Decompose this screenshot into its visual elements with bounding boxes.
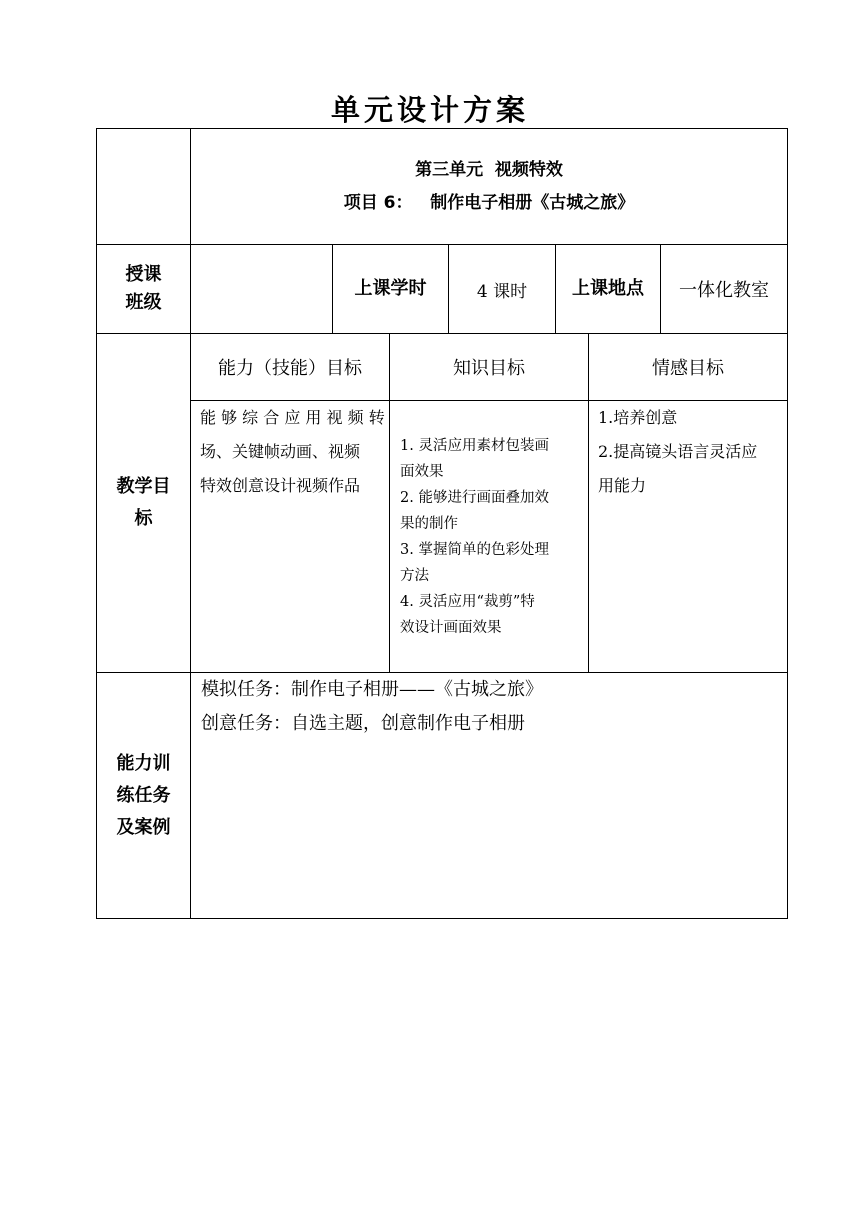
knowledge-line-3: 2. 能够进行画面叠加效 bbox=[400, 490, 549, 506]
objectives-label-line-1: 教学目 bbox=[116, 476, 171, 497]
knowledge-line-5: 3. 掌握简单的色彩处理 bbox=[400, 542, 549, 558]
training-content-cell bbox=[191, 673, 787, 918]
document-title: 单元设计方案 bbox=[330, 93, 529, 127]
knowledge-header-cell bbox=[390, 334, 588, 400]
knowledge-content-cell bbox=[390, 401, 588, 672]
training-task-2: 创意任务：自选主题，创意制作电子相册 bbox=[201, 713, 525, 734]
ability-content-cell bbox=[191, 401, 389, 672]
class-label-cell bbox=[97, 245, 190, 333]
knowledge-line-1: 1. 灵活应用素材包装画 bbox=[400, 438, 549, 454]
ability-line-2: 场、关键帧动画、视频 bbox=[200, 442, 361, 461]
class-label-line-2: 班级 bbox=[125, 292, 162, 313]
place-label: 上课地点 bbox=[572, 278, 644, 299]
knowledge-header: 知识目标 bbox=[453, 358, 525, 379]
knowledge-line-6: 方法 bbox=[400, 568, 429, 584]
training-label-line-2: 练任务 bbox=[116, 784, 171, 806]
emotion-line-2: 2.提高镜头语言灵活应 bbox=[598, 442, 758, 461]
ability-line-1: 能 够 综 合 应 用 视 频 转 bbox=[200, 408, 385, 427]
place-label-cell bbox=[556, 245, 660, 333]
emotion-header-cell bbox=[589, 334, 787, 400]
training-label-line-1: 能力训 bbox=[116, 752, 171, 774]
training-label-cell bbox=[97, 673, 190, 918]
project-title: 项目 6： 制作电子相册《古城之旅》 bbox=[343, 192, 635, 213]
ability-header: 能力（技能）目标 bbox=[218, 358, 362, 379]
emotion-line-3: 用能力 bbox=[598, 476, 647, 495]
unit-header-cell bbox=[191, 129, 787, 244]
class-label-line-1: 授课 bbox=[125, 264, 162, 285]
emotion-header: 情感目标 bbox=[652, 358, 724, 379]
hours-value-cell bbox=[449, 245, 555, 333]
unit-title: 第三单元 视频特效 bbox=[415, 159, 563, 180]
place-value-cell bbox=[661, 245, 787, 333]
knowledge-line-7: 4. 灵活应用“裁剪”特 bbox=[400, 594, 535, 610]
objectives-label-cell bbox=[97, 334, 190, 672]
hours-value: 4 课时 bbox=[476, 281, 528, 302]
hours-label-cell bbox=[333, 245, 448, 333]
objectives-label-line-2: 标 bbox=[134, 508, 153, 529]
hours-label: 上课学时 bbox=[354, 278, 427, 299]
place-value: 一体化教室 bbox=[679, 280, 769, 301]
knowledge-line-8: 效设计画面效果 bbox=[400, 620, 502, 636]
ability-header-cell bbox=[191, 334, 389, 400]
ability-line-3: 特效创意设计视频作品 bbox=[200, 476, 361, 495]
training-label-line-3: 及案例 bbox=[116, 816, 171, 838]
emotion-content-cell bbox=[589, 401, 787, 672]
class-value-cell bbox=[191, 245, 332, 333]
knowledge-line-4: 果的制作 bbox=[400, 516, 458, 532]
training-task-1: 模拟任务：制作电子相册——《古城之旅》 bbox=[201, 679, 543, 700]
knowledge-line-2: 面效果 bbox=[400, 464, 444, 480]
emotion-line-1: 1.培养创意 bbox=[598, 408, 678, 427]
